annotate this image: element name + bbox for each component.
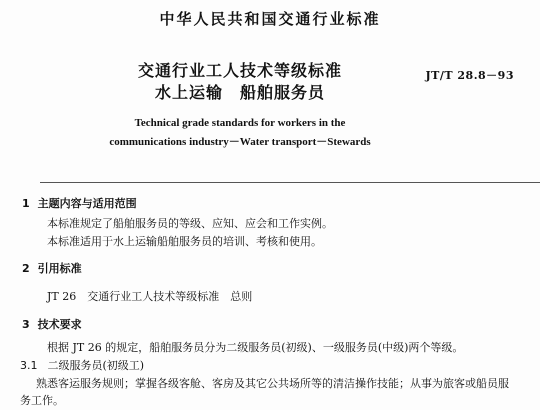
section-1-paragraph: 本标准规定了船舶服务员的等级、应知、应会和工作实例。 <box>47 217 333 230</box>
standard-authority-heading: 中华人民共和国交通行业标准 <box>159 10 381 28</box>
section-number: 2 <box>22 262 30 275</box>
title-english-line-2: communications industry－Water transport－Stewards <box>109 136 371 148</box>
standard-code: JT/T 28.8－93 <box>425 69 514 82</box>
title-chinese-line-2: 水上运输 船舶服务员 <box>154 83 325 102</box>
section-title: 技术要求 <box>37 318 82 331</box>
subsection-3-1-paragraph: 熟悉客运服务规则；掌握各级客舱、客房及其它公共场所等的清洁操作技能；从事为旅客或船员服 <box>36 377 509 390</box>
title-english-line-1: Technical grade standards for workers in the <box>134 117 346 129</box>
section-title: 主题内容与适用范围 <box>37 197 137 210</box>
section-number: 1 <box>22 197 30 210</box>
section-title: 引用标准 <box>37 262 82 275</box>
subsection-3-1-paragraph: 务工作。 <box>20 394 64 407</box>
section-number: 3 <box>22 318 30 331</box>
subsection-title: 二级服务员(初级工) <box>47 359 145 372</box>
section-1-heading <box>22 196 137 212</box>
section-2-reference: JT 26 交通行业工人技术等级标准 总则 <box>47 290 253 303</box>
section-3-paragraph: 根据 JT 26 的规定，船舶服务员分为二级服务员(初级)、一级服务员(中级)两个等级。 <box>47 341 464 354</box>
title-chinese-line-1: 交通行业工人技术等级标准 <box>137 61 342 80</box>
header-divider <box>40 182 540 183</box>
section-2-heading <box>22 261 82 277</box>
section-1-paragraph: 本标准适用于水上运输船舶服务员的培训、考核和使用。 <box>47 235 322 248</box>
subsection-3-1-heading <box>20 358 144 374</box>
subsection-number: 3.1 <box>20 359 38 372</box>
section-3-heading <box>22 317 82 333</box>
